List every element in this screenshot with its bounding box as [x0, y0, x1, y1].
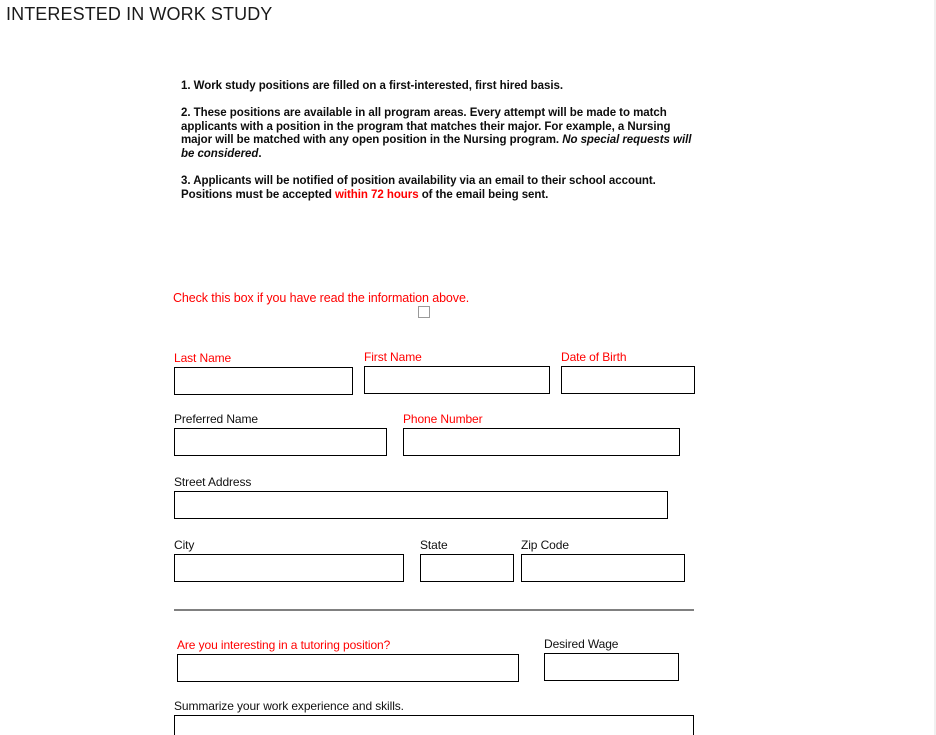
- date-of-birth-label: Date of Birth: [561, 350, 627, 364]
- state-label: State: [420, 538, 448, 552]
- instruction-item-1: 1. Work study positions are filled on a first-interested, first hired basis.: [181, 80, 563, 92]
- page-title: INTERESTED IN WORK STUDY: [6, 4, 273, 24]
- field-desired-wage: [544, 637, 679, 681]
- field-last-name: [174, 351, 353, 395]
- work-summary-label: Summarize your work experience and skills.: [174, 699, 404, 713]
- field-preferred-name: [174, 412, 387, 456]
- field-tutoring-position: [177, 638, 519, 682]
- field-date-of-birth: [561, 350, 695, 394]
- field-first-name: [364, 350, 550, 394]
- date-of-birth-input[interactable]: [561, 366, 695, 394]
- last-name-input[interactable]: [174, 367, 353, 395]
- field-city: [174, 538, 404, 582]
- city-label: City: [174, 538, 195, 552]
- zip-code-input[interactable]: [521, 554, 685, 582]
- field-phone-number: [403, 412, 680, 456]
- consent-label: Check this box if you have read the information above.: [173, 291, 470, 305]
- desired-wage-input[interactable]: [544, 653, 679, 681]
- phone-number-input[interactable]: [403, 428, 680, 456]
- field-state: [420, 538, 514, 582]
- tutoring-position-input[interactable]: [177, 654, 519, 682]
- phone-number-label: Phone Number: [403, 412, 483, 426]
- state-input[interactable]: [420, 554, 514, 582]
- first-name-input[interactable]: [364, 366, 550, 394]
- city-input[interactable]: [174, 554, 404, 582]
- preferred-name-label: Preferred Name: [174, 412, 258, 426]
- consent-checkbox[interactable]: [418, 306, 430, 318]
- last-name-label: Last Name: [174, 351, 232, 365]
- field-street-address: [174, 475, 668, 519]
- preferred-name-input[interactable]: [174, 428, 387, 456]
- field-work-summary: [174, 699, 694, 735]
- tutoring-position-label: Are you interesting in a tutoring position?: [177, 638, 391, 652]
- first-name-label: First Name: [364, 350, 422, 364]
- street-address-input[interactable]: [174, 491, 668, 519]
- instructions-list: [181, 80, 703, 203]
- field-zip-code: [521, 538, 685, 582]
- instruction-item-3: 3. Applicants will be notified of position availability via an email to their school account. Positions must be accepted within 72 hours of the email being sent.: [181, 174, 656, 201]
- street-address-label: Street Address: [174, 475, 252, 489]
- section-divider: [174, 609, 694, 611]
- zip-code-label: Zip Code: [521, 538, 569, 552]
- desired-wage-label: Desired Wage: [544, 637, 619, 651]
- instruction-item-2: 2. These positions are available in all program areas. Every attempt will be made to match applicants with a position in the program that matches their major. For example, a Nursing major will be matched with any open position in the Nursing program. No special requests will be considered.: [181, 106, 692, 161]
- work-summary-textarea[interactable]: [174, 715, 694, 735]
